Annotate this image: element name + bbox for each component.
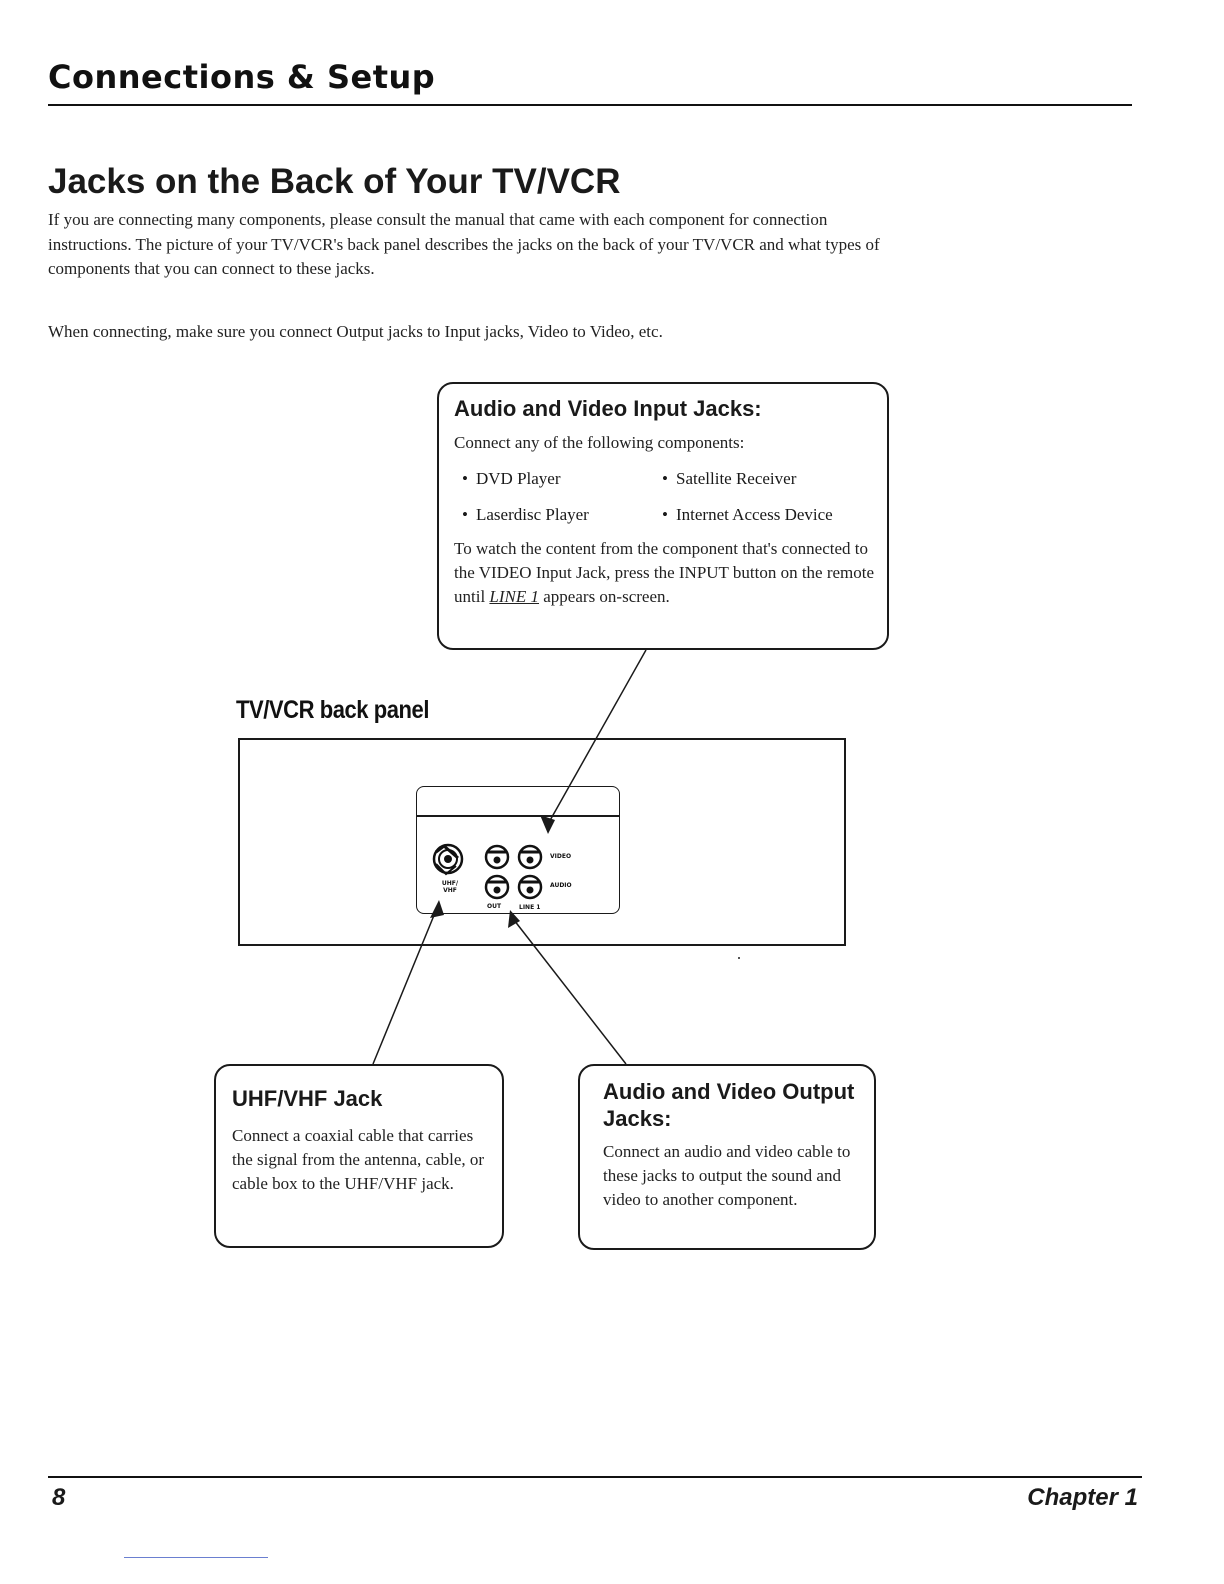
bottom-mark	[124, 1557, 268, 1558]
out-video-jack-icon	[486, 846, 508, 868]
input-callout-lead: Connect any of the following components:	[454, 433, 745, 452]
line1-audio-jack-icon	[519, 876, 541, 898]
line1-video-jack-icon	[519, 846, 541, 868]
input-callout-title: Audio and Video Input Jacks:	[454, 396, 762, 421]
footer-rule	[48, 1476, 1142, 1478]
page-number: 8	[52, 1484, 66, 1511]
list-item: • Laserdisc Player	[454, 503, 654, 527]
output-callout-text: Connect an audio and video cable to these jacks to output the sound and video to another component.	[603, 1142, 851, 1209]
list-item: • Internet Access Device	[654, 503, 884, 527]
video-label: VIDEO	[550, 853, 572, 860]
uhf-vhf-jack-label: UHF/ VHF	[441, 880, 459, 894]
uhf-callout-title: UHF/VHF Jack	[232, 1086, 383, 1111]
out-audio-jack-icon	[486, 876, 508, 898]
out-label: OUT	[487, 903, 502, 910]
instruction-text-end: appears on-screen.	[539, 587, 670, 606]
line1-label: LINE 1	[519, 904, 541, 911]
audio-label: AUDIO	[550, 882, 572, 889]
list-item: • DVD Player	[454, 467, 654, 491]
uhf-vhf-jack-icon	[434, 845, 462, 874]
panel-label: TV/VCR back panel	[236, 696, 430, 724]
uhf-callout-text: Connect a coaxial cable that carries the signal from the antenna, cable, or cable box to the UHF/VHF jack.	[232, 1126, 485, 1193]
line1-emphasis: LINE 1	[489, 587, 540, 606]
instruction-text: To watch the content from the component that's connected to the VIDEO Input Jack, press the INPUT button on the remote until	[454, 539, 875, 606]
output-jacks-callout	[578, 1064, 876, 1250]
uhf-vhf-callout	[214, 1064, 504, 1248]
output-callout-title: Audio and Video Output Jacks:	[603, 1079, 855, 1131]
intro-note: When connecting, make sure you connect Output jacks to Input jacks, Video to Video, etc.	[48, 322, 663, 341]
page-title: Jacks on the Back of Your TV/VCR	[48, 162, 621, 201]
section-header: Connections & Setup	[48, 58, 436, 96]
chapter-label: Chapter 1	[1027, 1484, 1138, 1511]
list-item: • Satellite Receiver	[654, 467, 884, 491]
intro-paragraph: If you are connecting many components, please consult the manual that came with each component for connection instructions. The picture of your TV/VCR's back panel describes the jacks on the back of your TV/VCR and what types of components that you can connect to these jacks.	[48, 210, 880, 278]
